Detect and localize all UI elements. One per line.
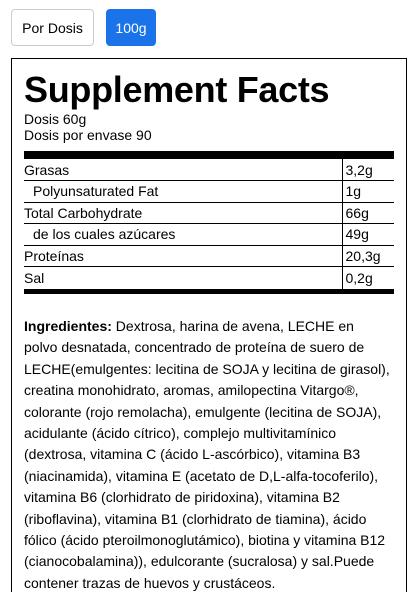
- nutrient-value: 0,2g: [342, 267, 394, 292]
- nutrient-name: Grasas: [24, 159, 342, 181]
- nutrient-value: 49g: [342, 224, 394, 246]
- nutrient-row: [24, 267, 394, 292]
- nutrient-value: 20,3g: [342, 245, 394, 267]
- ingredients-section: [24, 316, 394, 594]
- ingredients-heading: Ingredientes:: [24, 318, 112, 334]
- servings-per-container: Dosis por envase 90: [24, 127, 152, 143]
- nutrient-name: Sal: [24, 267, 342, 292]
- nutrient-row: [24, 245, 394, 267]
- nutrient-name: Total Carbohydrate: [24, 202, 342, 224]
- nutrient-name: Proteínas: [24, 245, 342, 267]
- tab-por-dosis[interactable]: Por Dosis: [11, 9, 94, 46]
- supplement-facts-panel: [11, 58, 407, 592]
- nutrient-value: 66g: [342, 202, 394, 224]
- label-title: Supplement Facts: [24, 69, 330, 110]
- nutrient-row: [24, 159, 394, 181]
- nutrient-row: [24, 202, 394, 224]
- ingredients-text: Dextrosa, harina de avena, LECHE en polvo desnatada, concentrado de proteína de suero de LECHE(emulgentes: lecitina de SOJA y lecitina de girasol), creatina monohidrato, aromas, amilopectina Vitargo®, colorante (rojo remolacha), emulgente (lecitina de SOJA), acidulante (ácido cítrico), complejo multivitamínico (dextrosa, vitamina C (ácido L-ascórbico), vitamina B3 (niacinamida), vitamina E (acetato de D,L-alfa-tocoferilo), vitamina B6 (clorhidrato de piridoxina), vitamina B2 (riboflavina), vitamina B1 (clorhidrato de tiamina), ácido fólico (ácido pteroilmonoglutámico), biotina y vitamina B12 (cianocobalamina)), edulcorante (sucralosa) y sal.Puede contener trazas de huevos y crustáceos.: [24, 318, 390, 591]
- nutrient-value: 1g: [342, 181, 394, 203]
- nutrient-row: [24, 181, 394, 203]
- thick-divider: [24, 151, 394, 159]
- nutrient-row: [24, 224, 394, 246]
- tab-100g[interactable]: 100g: [106, 9, 156, 46]
- nutrient-name: de los cuales azúcares: [24, 224, 342, 246]
- nutrient-value: 3,2g: [342, 159, 394, 181]
- nutrient-table: [24, 159, 394, 294]
- tab-bar: [11, 9, 156, 46]
- nutrient-name: Polyunsaturated Fat: [24, 181, 342, 203]
- serving-size: Dosis 60g: [24, 111, 87, 127]
